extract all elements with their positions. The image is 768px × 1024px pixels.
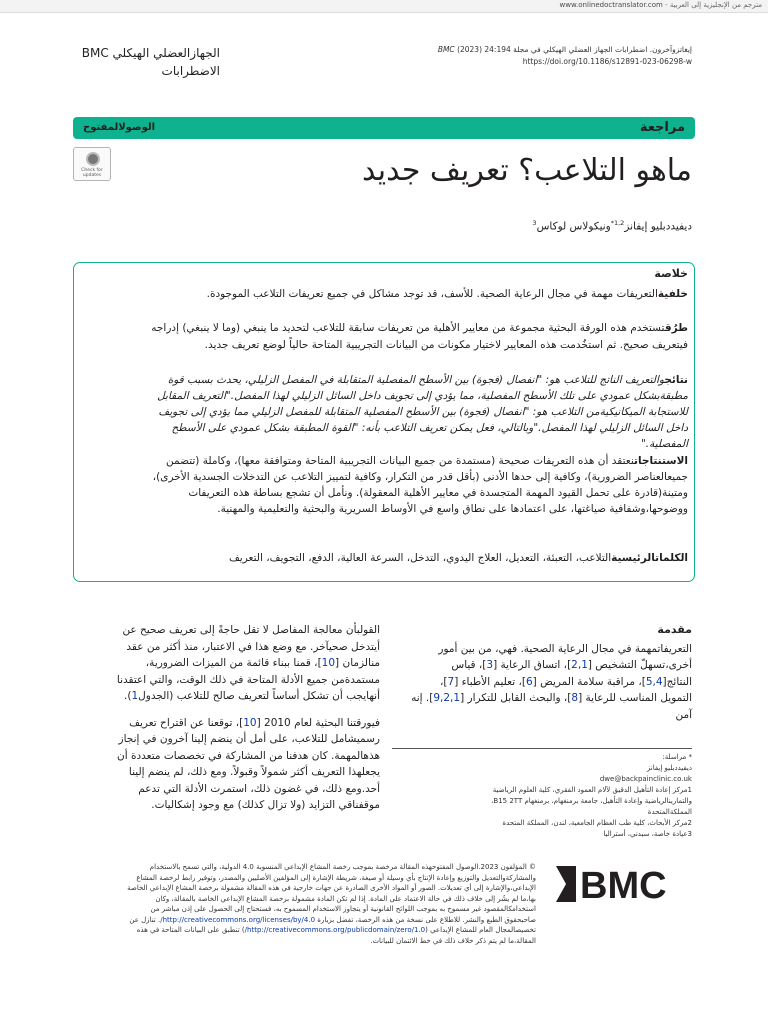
results-text-5 — [76, 436, 688, 453]
p1-line-4: مستمدةمن جميع الأدلة المتاحة في ذلك الوقت، والتي اعتقدنا — [116, 673, 380, 686]
license-line-1: © المؤلفون 2023.الوصول المفتوحهذه المقالة مرخصة بموجب رخصة المشاع الإبداعي المنسوبة 4.0 الدولية، والتي تسمح بالاستخدام — [149, 863, 536, 871]
author-2-affil: 3 — [532, 219, 537, 227]
license-line-2: والمشاركةوالتعديل والتوزيع وإعادة الإنتاج بأي وسيلة أو صيغة، شريطة الإشارة إلى المؤلفين الأصليين والمصدر، وتوفير رابط لرخصة المشاع — [136, 873, 536, 882]
author-2[interactable]: ونيكولاس لوكاس — [536, 220, 611, 233]
ref-link[interactable]: 5,4 — [645, 675, 663, 688]
ref-link[interactable]: 10 — [243, 716, 257, 729]
fn-email[interactable]: dwe@backpainclinic.co.uk — [599, 775, 692, 783]
fn-affil-3: 3عيادة خاصة، سيدني، أستراليا — [603, 830, 692, 838]
fn-affil-1c: المملكةالمتحدة — [647, 808, 692, 816]
intro-line-3 — [409, 674, 692, 691]
intro-2b: ]، اتساق الرعاية [ — [493, 659, 572, 671]
intro-line-2 — [409, 657, 692, 674]
check-for-updates-badge[interactable] — [73, 147, 111, 181]
author-1[interactable]: ديفيددبليو إيفانز — [624, 220, 692, 233]
intro-4a: التمويل المناسب للرعاية [ — [578, 692, 692, 704]
intro-3c: ]، تعليم الأطباء [ — [454, 675, 526, 688]
methods-text-1: تستخدم هذه الورقة البحثية مجموعة من معايير الأهلية من تعريفات سابقة للتلاعب لتحديد ما ينبغي (وما لا ينبغي) إدراجه — [151, 322, 665, 334]
p1-3b: ]، قمنا ببناء قائمة من الميزات الضرورية، — [145, 657, 322, 669]
translator-bar — [0, 0, 768, 13]
doi-link[interactable]: https://doi.org/10.1186/s12891-023-06298-w — [522, 57, 692, 66]
article-title: ماهو التلاعب؟ تعريف جديد — [361, 153, 692, 188]
author-list — [532, 219, 692, 233]
open-access-label: الوصولالمفتوح — [83, 122, 156, 133]
license-line-3: الإبداعي،والإشارة إلى أي تعديلات. الصور أو المواد الأخرى الصادرة عن جهات خارجية في هذه المقالة مشمولة برخصة المشاع الإبداعي الخاصة — [127, 884, 536, 892]
ref-link[interactable]: 7 — [447, 675, 455, 688]
results-text-2 — [76, 388, 688, 405]
intro-2c: ]، قياس — [451, 659, 487, 671]
license-text — [88, 862, 536, 946]
table-link[interactable]: 1 — [131, 690, 139, 702]
cc-by-link[interactable]: http://creativecommons.org/licenses/by/4.0/ — [160, 915, 316, 924]
p2-line-6: موقفناقي التزايد (ولا تزال كذلك) مع وجود إشكاليات. — [151, 799, 380, 811]
paragraph-1 — [80, 622, 380, 705]
p2-line-4: يجعلهذا التعريف أكثر شمولاً وقبولاً. ومع ذلك، لم ينضم إلينا — [128, 766, 380, 778]
methods-text-2: فيتعريف صحيح. ثم استخُدمت هذه المعايير لاختيار مكونات من البيانات التجريبية المتاحة حالياً لوضع تعريف جديد. — [204, 339, 688, 351]
intro-line-5: آمن — [675, 708, 692, 721]
fn-affil-1: 1مركز إعادة التأهيل الدقيق لآلام العمود الفقري، كلية العلوم الرياضية — [492, 786, 692, 794]
keywords-label: الكلماتالرئيسية — [611, 552, 688, 564]
p2-line-1 — [80, 715, 380, 732]
methods-label: طرُق — [664, 322, 688, 334]
abstract-methods-1 — [76, 320, 688, 337]
translator-note — [560, 1, 762, 9]
conclusions-text-2: جميعالعناصر الضرورية)، وكافية إلى حدها الأدنى (بأقل قدر من التكرار، وكافية لتمييز التلاعب عن التدخلات الجسدية الأخرى)، — [152, 471, 688, 483]
results-text-5-span: المفصلية." — [640, 438, 688, 450]
results-text-1: والتعريف الناتج للتلاعب هو: "انفصال (فجوة) بين الأسطح المفصلية المتقابلة في المفصل الزليلي، يحدث بسبب قوة — [167, 374, 665, 386]
conclusions-text-1: نعتقد أن هذه التعريفات صحيحة (مستمدة من جميع البيانات التجريبية المتاحة ومتوافقة معها)، وكاملة (تتضمن — [166, 455, 634, 467]
p2-line-5: أحد.ومع ذلك، في غضون ذلك، استمرت الأدلة التي تدعم — [138, 782, 380, 795]
ref-link[interactable]: 10 — [321, 657, 336, 669]
translator-url[interactable]: www.onlinedoctranslator.com — [559, 1, 663, 9]
abstract-conclusions-1 — [76, 453, 688, 470]
paragraph-2 — [80, 715, 380, 814]
citation-ref: (2023) 24:194 — [457, 45, 511, 54]
p1-line-5 — [80, 688, 380, 705]
license-line-5: استخدامكالمقصود غير مسموح به بموجب اللوائح القانونية أو يتجاوز الاستخدام المسموح به، فستحتاج إلى الحصول على إذن مباشر من — [150, 905, 536, 913]
body-column-left — [80, 622, 380, 824]
author-1-affil: 1,2* — [610, 219, 625, 227]
intro-line-4 — [409, 690, 692, 707]
keywords-text: التلاعب، التعبئة، التعديل، العلاج اليدوي، التدخل، السرعة العالية، الدفع، التجويف، التعريف — [228, 552, 612, 564]
license-line-4: بها،ما لم يشُر إلى خلاف ذلك في حالة الاعتماد على المادة. إذا لم تكن المادة مشمولة برخصة المشاع الإبداعي الخاصة بالمقالة، وكان — [155, 894, 536, 903]
intro-3d: ]، — [440, 675, 448, 688]
results-label: نتائج — [664, 374, 688, 386]
journal-name-line2: الاضطرابات — [161, 64, 220, 78]
bmc-logo-chevron — [556, 866, 576, 902]
citation-authors: إيغاتزوآخرون. اضطرابات الجهاز العضلي الهيكلي في مجلة — [513, 45, 692, 54]
abstract-keywords — [76, 550, 688, 567]
translator-note-text: مترجم من الإنجليزية إلى العربية - — [665, 1, 762, 9]
license-line-6 — [88, 915, 536, 926]
p2-1b: ]، توقعنا عن اقتراح تعريف — [129, 716, 244, 729]
p1-line-3 — [80, 655, 380, 672]
p2-line-3: هذهالمهمة. كان هدفنا من المشاركة في تخصصات متعددة أن — [117, 749, 380, 762]
fn-affil-1b: والتمارينالرياضية وإعادة التأهيل، جامعة برمنغهام، برمنغهام B15 2TT، — [491, 797, 692, 805]
license-7b: ) تنطبق على البيانات المتاحة في هذه — [136, 926, 245, 934]
ref-link[interactable]: 8 — [571, 692, 579, 704]
fn-correspondence: * مراسلة: — [662, 753, 692, 761]
ref-link[interactable]: 6 — [525, 675, 533, 688]
conclusions-text-3: ومتينة(قادرة على تحمل القيود المهمة المتجسدة في معايير الأهلية المعقولة). ونأمل أن تشجع بساطة هذه التعريفات — [188, 487, 688, 499]
intro-3b: ]، مراقبة سلامة المريض [ — [532, 675, 646, 688]
bmc-logo-icon — [556, 866, 690, 902]
p1-5b: ). — [124, 690, 132, 702]
intro-3a: النتائج[ — [662, 675, 692, 688]
results-text-4-span: داخل السائل الزليلي لهذا المفصل."وبالتالي، فعل يمكن تعريف التلاعب بأنه: "القوة المطبقة بشكل عمودي على الأسطح — [171, 422, 688, 434]
background-text: التعريفات مهمة في مجال الرعاية الصحية. للأسف، قد توجد مشاكل في جميع تعريفات التلاعب الموجودة. — [206, 288, 658, 300]
check-updates-icon — [86, 152, 100, 166]
license-6a: صاحبحقوق الطبع والنشر. للاطلاع على نسخة من هذه الرخصة، تفضل بزيارة — [317, 915, 536, 924]
intro-4c: ]. إنه — [411, 692, 434, 704]
article-ribbon — [73, 117, 695, 139]
results-text-3 — [76, 404, 688, 421]
cc-zero-link[interactable]: http://creativecommons.org/publicdomain/zero/1.0/ — [244, 926, 426, 934]
abstract-heading: خلاصة — [654, 267, 688, 280]
background-label: خلفية — [657, 288, 688, 300]
conclusions-text-4: ووضوحها،وشفافية صياغتها، على اعتمادها على نطاق واسع في الأوساط السريرية والبحثية والتعليمية والمهنية. — [217, 503, 688, 515]
p2-1a: فيورقتنا البحثية لعام 2010 [ — [256, 716, 380, 729]
article-type: مراجعة — [639, 120, 685, 135]
license-line-8: المقالة،ما لم يتم ذكر خلاف ذلك في خط الائتمان للبيانات. — [370, 936, 536, 945]
results-text-4 — [76, 420, 688, 437]
footnote-divider — [392, 748, 692, 749]
p2-line-2: رسميشامل للتلاعب، على أمل أن ينضم إلينا آخرون في إنجاز — [118, 733, 380, 745]
p1-line-2: أيتدخل صحيآخر. مع وضع هذا في الاعتبار، منذ أكثر من عقد — [126, 640, 380, 653]
intro-2a: أخرى،تسهلّ التشخيص [ — [587, 659, 692, 671]
results-text-2-span: مطبقةبشكل عمودي على تلك الأسطح المفصلية، مما يؤدي إلى تجويف داخل السائل الزليلي لهذا المفصل."التعريف المقابل — [157, 390, 688, 402]
ref-link[interactable]: 2,1 — [571, 659, 588, 671]
ref-link[interactable]: 3 — [486, 659, 494, 671]
ref-link[interactable]: 9,2,1 — [433, 692, 461, 704]
abstract-background — [76, 286, 688, 303]
citation — [438, 44, 692, 56]
license-7a: تخصيصالمجال العام للمشاع الإبداعي ( — [425, 926, 536, 934]
footnotes — [392, 752, 692, 840]
fn-affil-2: 2مركز الأبحاث، كلية طب العظام الجامعية، لندن، المملكة المتحدة — [502, 819, 692, 827]
bmc-logo-text: BMC — [580, 866, 667, 902]
p1-3a: منالزمان [ — [335, 657, 380, 669]
intro-column — [409, 622, 692, 723]
citation-journal: BMC — [437, 45, 455, 54]
conclusions-label: الاستنتاجات — [634, 455, 688, 467]
intro-4b: ]، والبحث القابل للتكرار [ — [460, 692, 572, 704]
p1-5a: أنهايجب أن تشكل أساساً لتعريف صالح للتلاعب (الجدول — [138, 690, 380, 702]
check-updates-text: Check for updates — [81, 168, 103, 179]
p1-line-1: القولبأن معالجة المفاصل لا تقل حاجةً إلى تعريف صحيح عن — [122, 624, 380, 636]
results-text-3-span: للاستجابة الميكانيكيةمن التلاعب هو: "انفصال (فجوة) بين الأسطح المفصلية المتقابلة للمفصل الزليلي مما يؤدي إلى تجويف — [158, 406, 688, 418]
intro-line-1: التعريفاتمهمة في مجال الرعاية الصحية. فهي، من بين أمور — [438, 642, 692, 655]
fn-author: ديفيددبليو إيفانز — [646, 764, 692, 772]
journal-name — [80, 44, 220, 80]
journal-name-line1: الجهازالعضلي الهيكلي BMC — [81, 46, 220, 60]
abstract-results-1 — [76, 372, 688, 389]
license-6b: . تنازل عن — [129, 915, 161, 924]
license-line-7 — [88, 925, 536, 936]
intro-heading: مقدمة — [657, 623, 692, 636]
